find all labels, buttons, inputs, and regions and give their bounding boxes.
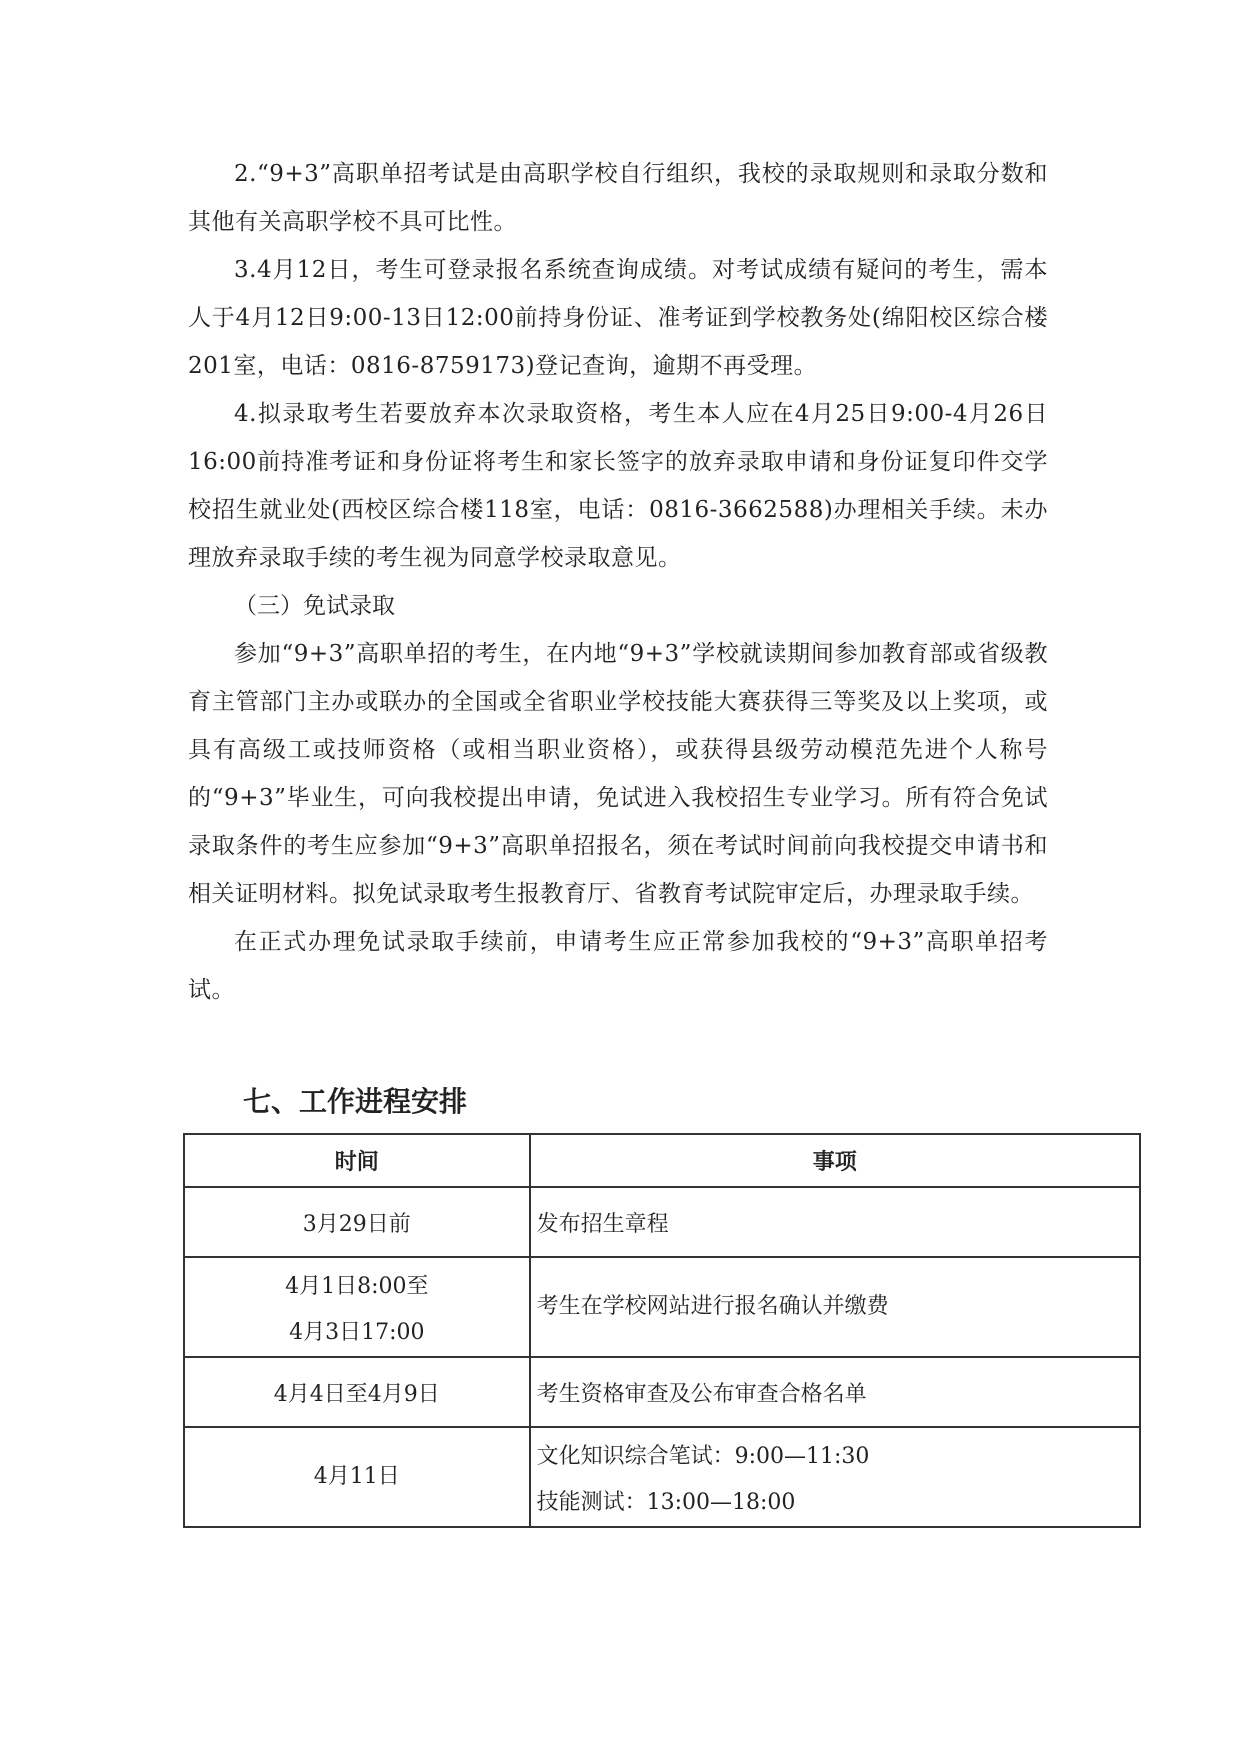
table-cell-item — [530, 1357, 1140, 1427]
time-text: 4月1日8:00至 — [285, 1274, 429, 1299]
paragraph-item-2: 2.“9+3”高职单招考试是由高职学校自行组织，我校的录取规则和录取分数和其他有关高职学校不具可比性。 — [188, 161, 1048, 235]
table-row — [184, 1427, 1140, 1527]
time-text: 4月4日至4月9日 — [273, 1382, 440, 1407]
item-text: 文化知识综合笔试：9:00—11:30 — [536, 1444, 870, 1469]
item-text: 发布招生章程 — [536, 1212, 669, 1237]
table-row — [184, 1257, 1140, 1357]
table-cell-time — [184, 1187, 530, 1257]
table-header-row — [184, 1134, 1140, 1187]
table-cell-item — [530, 1187, 1140, 1257]
table-row — [184, 1357, 1140, 1427]
table-cell-item — [530, 1427, 1140, 1527]
exempt-admission-paragraph: 参加“9+3”高职单招的考生，在内地“9+3”学校就读期间参加教育部或省级教育主管部门主办或联办的全国或全省职业学校技能大赛获得三等奖及以上奖项，或具有高级工或技师资格（或相当职业资格），或获得县级劳动模范先进个人称号的“9+3”毕业生，可向我校提出申请，免试进入我校招生专业学习。所有符合免试录取条件的考生应参加“9+3”高职单招报名，须在考试时间前向我校提交申请书和相关证明材料。拟免试录取考生报教育厅、省教育考试院审定后，办理录取手续。 — [188, 641, 1048, 907]
time-text: 4月11日 — [313, 1464, 400, 1489]
paragraph-block-top — [188, 150, 1048, 1014]
table-cell-time — [184, 1427, 530, 1527]
table-cell-item — [530, 1257, 1140, 1357]
exempt-admission-note: 在正式办理免试录取手续前，申请考生应正常参加我校的“9+3”高职单招考试。 — [188, 929, 1048, 1003]
item-text: 技能测试：13:00—18:00 — [536, 1490, 796, 1515]
column-header-item: 事项 — [530, 1134, 1140, 1187]
section-title-schedule: 七、工作进程安排 — [243, 1085, 468, 1118]
time-text: 4月3日17:00 — [289, 1320, 425, 1345]
paragraph-item-3: 3.4月12日，考生可登录报名系统查询成绩。对考试成绩有疑问的考生，需本人于4月12日9:00-13日12:00前持身份证、准考证到学校教务处(绵阳校区综合楼201室，电话：0816-8759173)登记查询，逾期不再受理。 — [188, 257, 1048, 379]
exempt-admission-heading: （三）免试录取 — [234, 593, 395, 619]
table-row — [184, 1187, 1140, 1257]
paragraph-item-4: 4.拟录取考生若要放弃本次录取资格，考生本人应在4月25日9:00-4月26日16:00前持准考证和身份证将考生和家长签字的放弃录取申请和身份证复印件交学校招生就业处(西校区综合楼118室，电话：0816-3662588)办理相关手续。未办理放弃录取手续的考生视为同意学校录取意见。 — [188, 401, 1048, 571]
table-cell-time — [184, 1357, 530, 1427]
item-text: 考生资格审查及公布审查合格名单 — [536, 1382, 867, 1407]
table-cell-time — [184, 1257, 530, 1357]
column-header-time: 时间 — [184, 1134, 530, 1187]
schedule-table — [183, 1133, 1141, 1528]
time-text: 3月29日前 — [302, 1212, 411, 1237]
item-text: 考生在学校网站进行报名确认并缴费 — [536, 1294, 889, 1319]
